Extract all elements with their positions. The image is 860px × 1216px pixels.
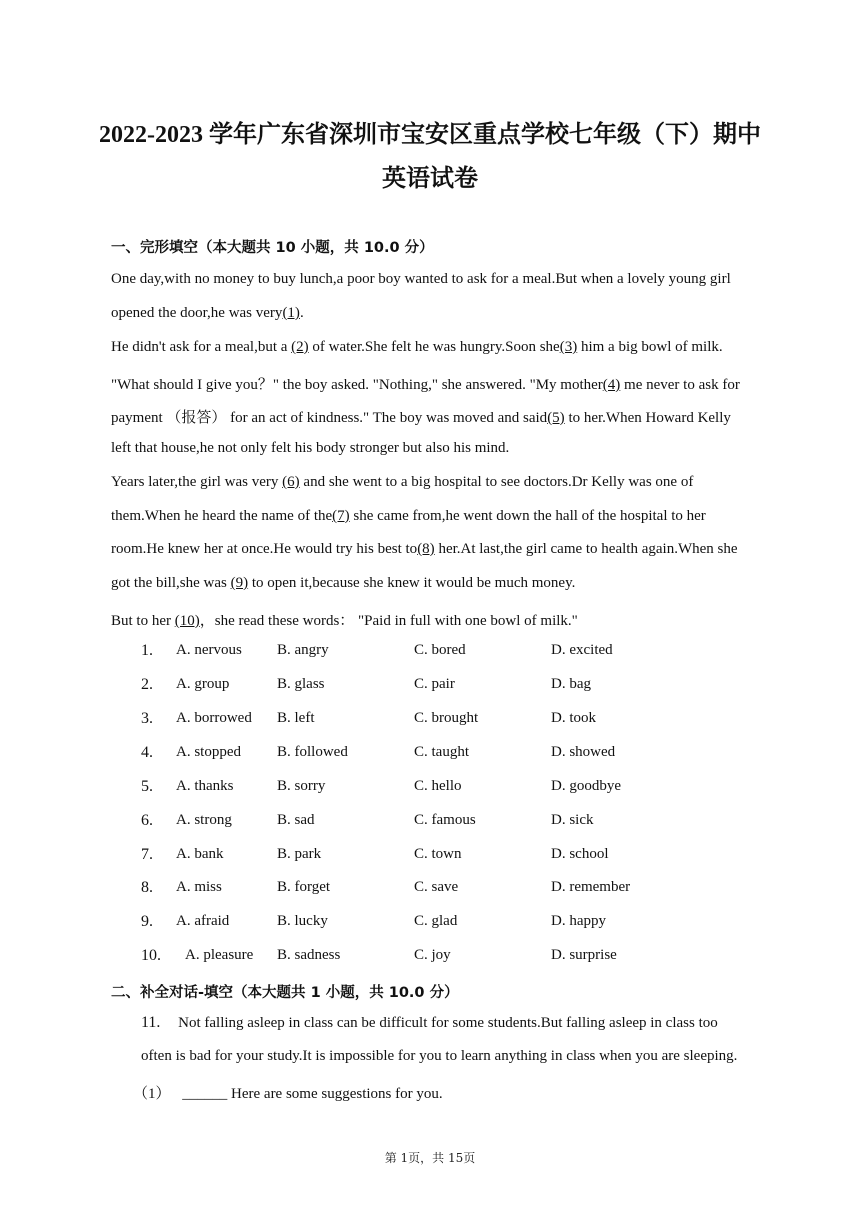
passage-text: her.At last,the girl came to health again.When she	[434, 541, 738, 557]
passage-text: me never to ask for	[620, 377, 740, 393]
question-row	[0, 879, 860, 901]
option-b[interactable]: B. sadness	[277, 947, 341, 963]
question-number: 4.	[141, 744, 153, 761]
blank-number: (5)	[547, 410, 565, 426]
option-c[interactable]: C. taught	[414, 744, 469, 760]
section-1-heading: 一、完形填空（本大题共 10 小题，共 10.0 分）	[111, 240, 434, 256]
question-row	[0, 947, 860, 969]
question-number: 7.	[141, 846, 153, 863]
option-c[interactable]: C. hello	[414, 778, 462, 794]
blank-number: (10)	[174, 613, 200, 629]
option-d[interactable]: D. goodbye	[551, 778, 621, 794]
passage-text: left that house,he not only felt his body stronger but also his mind.	[111, 440, 510, 456]
option-c[interactable]: C. joy	[414, 947, 451, 963]
passage-line	[111, 474, 693, 491]
exam-title-line-1: 2022-2023 学年广东省深圳市宝安区重点学校七年级（下）期中	[99, 122, 761, 148]
passage-line	[111, 271, 731, 288]
question-number: 3.	[141, 710, 153, 727]
option-d[interactable]: D. surprise	[551, 947, 617, 963]
passage-line	[111, 339, 723, 356]
question-11-text: Not falling asleep in class can be difficult for some students.But falling asleep in class too	[178, 1015, 718, 1031]
passage-text: One day,with no money to buy lunch,a poor boy wanted to ask for a meal.But when a lovely young girl	[111, 271, 731, 287]
passage-line	[111, 541, 738, 558]
question-row	[0, 846, 860, 868]
option-c[interactable]: C. brought	[414, 710, 479, 726]
passage-text: But to her	[111, 613, 175, 629]
passage-line	[111, 440, 509, 457]
question-row	[0, 913, 860, 935]
passage-line	[111, 305, 304, 322]
blank-number: (9)	[230, 575, 249, 591]
passage-text: to her.When Howard Kelly	[564, 410, 731, 426]
passage-text: to open it,because she knew it would be much money.	[248, 575, 576, 591]
passage-text: opened the door,he was very	[111, 305, 283, 321]
blank-number: (3)	[559, 339, 578, 355]
question-row	[0, 812, 860, 834]
blank-number: (1)	[282, 305, 300, 321]
blank-number: (4)	[602, 377, 621, 393]
passage-text: payment （报答） for an act of kindness." The boy was moved and said	[111, 410, 548, 426]
question-11-line-3	[133, 1082, 443, 1103]
blank-label: （1）	[133, 1086, 171, 1102]
option-b[interactable]: B. left	[277, 710, 315, 726]
option-a[interactable]: A. strong	[176, 812, 232, 828]
question-11-text-tail: Here are some suggestions for you.	[231, 1086, 443, 1102]
option-c[interactable]: C. town	[414, 846, 462, 862]
option-b[interactable]: B. followed	[277, 744, 348, 760]
passage-line	[111, 575, 575, 592]
question-11-line-1	[141, 1014, 718, 1032]
passage-line	[111, 508, 706, 525]
option-a[interactable]: A. afraid	[176, 913, 230, 929]
passage-line	[111, 609, 578, 630]
option-a[interactable]: A. pleasure	[185, 947, 254, 963]
option-c[interactable]: C. glad	[414, 913, 458, 929]
option-b[interactable]: B. forget	[277, 879, 331, 895]
question-number: 11.	[141, 1014, 161, 1031]
option-c[interactable]: C. pair	[414, 676, 455, 692]
option-b[interactable]: B. glass	[277, 676, 325, 692]
passage-line	[111, 406, 731, 427]
option-a[interactable]: A. miss	[176, 879, 222, 895]
passage-line	[111, 373, 740, 394]
passage-text: .	[299, 305, 304, 321]
option-b[interactable]: B. park	[277, 846, 322, 862]
option-b[interactable]: B. sad	[277, 812, 315, 828]
option-a[interactable]: A. thanks	[176, 778, 234, 794]
option-a[interactable]: A. stopped	[176, 744, 241, 760]
option-b[interactable]: B. sorry	[277, 778, 326, 794]
question-number: 6.	[141, 812, 153, 829]
option-d[interactable]: D. happy	[551, 913, 606, 929]
passage-text: got the bill,she was	[111, 575, 231, 591]
option-a[interactable]: A. bank	[176, 846, 224, 862]
question-number: 10.	[141, 947, 161, 964]
option-d[interactable]: D. showed	[551, 744, 616, 760]
question-number: 2.	[141, 676, 153, 693]
option-a[interactable]: A. nervous	[176, 642, 242, 658]
option-a[interactable]: A. group	[176, 676, 230, 692]
option-c[interactable]: C. bored	[414, 642, 466, 658]
question-number: 9.	[141, 913, 153, 930]
question-row	[0, 676, 860, 698]
exam-title-line-2: 英语试卷	[382, 166, 478, 192]
question-number: 5.	[141, 778, 153, 795]
passage-text: room.He knew her at once.He would try his best to	[111, 541, 418, 557]
option-a[interactable]: A. borrowed	[176, 710, 252, 726]
page-footer: 第 1页，共 15页	[384, 1151, 476, 1165]
question-number: 8.	[141, 879, 153, 896]
section-2-heading: 二、补全对话-填空（本大题共 1 小题，共 10.0 分）	[111, 985, 459, 1001]
question-number: 1.	[141, 642, 153, 659]
option-d[interactable]: D. bag	[551, 676, 591, 692]
passage-text: He didn't ask for a meal,but a	[111, 339, 292, 355]
passage-text: she came from,he went down the hall of the hospital to her	[349, 508, 706, 524]
question-row	[0, 642, 860, 664]
blank-number: (7)	[332, 508, 350, 524]
question-row	[0, 778, 860, 800]
question-11-line-2: often is bad for your study.It is impossible for you to learn anything in class when you are sleeping.	[141, 1048, 738, 1064]
option-d[interactable]: D. sick	[551, 812, 594, 828]
answer-blank[interactable]: ______	[182, 1086, 228, 1102]
passage-text: and she went to a big hospital to see doctors.Dr Kelly was one of	[299, 474, 694, 490]
question-row	[0, 710, 860, 732]
option-d[interactable]: D. took	[551, 710, 596, 726]
option-c[interactable]: C. save	[414, 879, 459, 895]
option-d[interactable]: D. school	[551, 846, 609, 862]
passage-text: ，she read these words： "Paid in full with one bowl of milk."	[199, 613, 578, 629]
option-b[interactable]: B. lucky	[277, 913, 328, 929]
blank-number: (2)	[291, 339, 309, 355]
passage-text: "What should I give you？" the boy asked. "Nothing," she answered. "My mother	[111, 377, 603, 393]
option-c[interactable]: C. famous	[414, 812, 476, 828]
option-b[interactable]: B. angry	[277, 642, 329, 658]
passage-text: Years later,the girl was very	[111, 474, 283, 490]
option-d[interactable]: D. remember	[551, 879, 631, 895]
passage-text: him a big bowl of milk.	[577, 339, 723, 355]
blank-number: (8)	[417, 541, 435, 557]
option-d[interactable]: D. excited	[551, 642, 613, 658]
question-row	[0, 744, 860, 766]
passage-text: of water.She felt he was hungry.Soon she	[308, 339, 560, 355]
blank-number: (6)	[282, 474, 300, 490]
passage-text: them.When he heard the name of the	[111, 508, 333, 524]
